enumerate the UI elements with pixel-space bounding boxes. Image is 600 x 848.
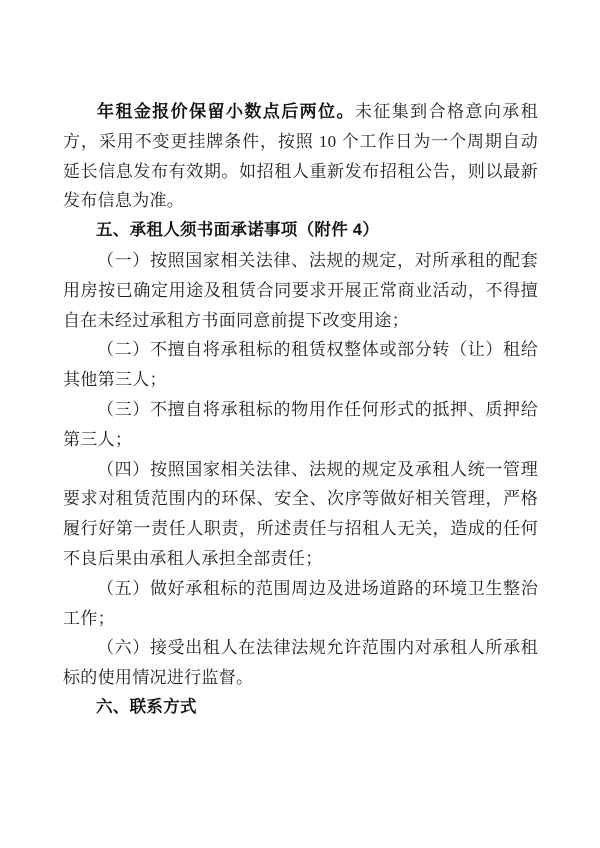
document-body — [63, 97, 538, 723]
paragraph-commitment-6: （六）接受出租人在法律法规允许范围内对承租人所承租标的使用情况进行监督。 — [63, 638, 538, 688]
paragraph-text: 未征集到合格意向承租方，采用不变更挂牌条件，按照 10 个工作日为一个周期自动延长信息发布有效期。如招租人重新发布招租公告，则以最新发布信息为准。 — [63, 102, 539, 211]
paragraph-commitment-3: （三）不擅自将承租标的物用作任何形式的抵押、质押给第三人； — [63, 399, 538, 449]
paragraph-commitment-5: （五）做好承租标的范围周边及进场道路的环境卫生整治工作； — [63, 578, 538, 628]
section-heading-six-contact: 六、联系方式 — [96, 697, 197, 716]
section-heading-five-commitments: 五、承租人须书面承诺事项（附件 4） — [96, 221, 380, 240]
paragraph-commitment-2: （二）不擅自将承租标的租赁权整体或部分转（让）租给其他第三人； — [63, 340, 538, 390]
paragraph-rent-quote — [63, 97, 538, 216]
paragraph-lead-bold: 年租金报价保留小数点后两位。 — [97, 102, 355, 121]
paragraph-commitment-1: （一）按照国家相关法律、法规的规定，对所承租的配套用房按已确定用途及租赁合同要求开展正常商业活动，不得擅自在未经过承租方书面同意前提下改变用途； — [63, 250, 538, 330]
paragraph-commitment-4: （四）按照国家相关法律、法规的规定及承租人统一管理要求对租赁范围内的环保、安全、次序等做好相关管理，严格履行好第一责任人职责，所述责任与招租人无关，造成的任何不良后果由承租人承担全部责任； — [63, 459, 538, 568]
